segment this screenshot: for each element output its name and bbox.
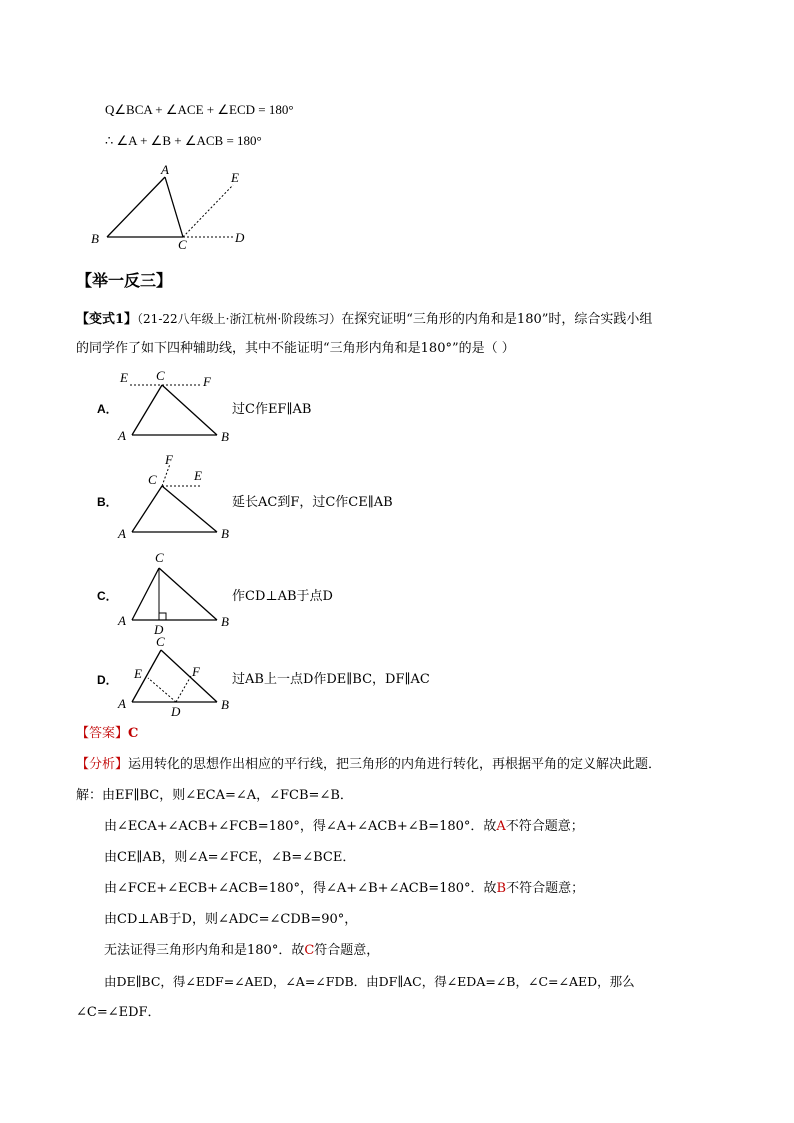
- opt-b-label-B: B: [221, 526, 229, 541]
- opt-d-label-F: F: [192, 664, 200, 679]
- solution-line-8: ∠C=∠EDF．: [76, 1005, 161, 1020]
- solution-line-7: 由DE∥BC，得∠EDF=∠AED，∠A=∠FDB．由DF∥AC，得∠EDA=∠B，∠C=∠AED，那么: [104, 974, 635, 989]
- opt-b-label-A: A: [118, 526, 126, 541]
- option-b-figure: [112, 452, 237, 544]
- problem-tag: 【变式1】: [76, 312, 138, 327]
- label-A: A: [161, 162, 169, 177]
- answer-line: [76, 724, 138, 744]
- analysis-line: [76, 755, 661, 775]
- option-a-letter: A．: [97, 402, 118, 416]
- label-D: D: [235, 230, 245, 245]
- solution-line-2-tail: 不符合题意；: [505, 819, 584, 834]
- option-b-letter: B．: [97, 495, 118, 509]
- answer-label: 【答案】: [76, 726, 129, 741]
- label-C: C: [178, 237, 187, 250]
- opt-b-label-F: F: [165, 452, 173, 467]
- solution-line-4-tail: 不符合题意；: [506, 881, 585, 896]
- label-B: B: [91, 231, 99, 246]
- opt-a-label-C: C: [156, 368, 165, 383]
- solution-line-4-text: 由∠FCE+∠ECB+∠ACB=180°，得∠A+∠B+∠ACB=180°．故: [104, 881, 497, 896]
- opt-c-label-A: A: [118, 613, 126, 628]
- problem-line-2: 的同学作了如下四种辅助线，其中不能证明“三角形内角和是180°”的是（ ）: [76, 341, 515, 356]
- solution-line-5: 由CD⊥AB于D，则∠ADC=∠CDB=90°，: [104, 912, 358, 927]
- opt-a-label-F: F: [203, 374, 211, 389]
- option-c-figure: [112, 548, 237, 638]
- option-d-desc: 过AB上一点D作DE∥BC，DF∥AC: [232, 672, 430, 687]
- opt-a-label-E: E: [120, 370, 128, 385]
- option-b-desc: 延长AC到F，过C作CE∥AB: [232, 495, 393, 510]
- section-title: 【举一反三】: [76, 271, 173, 290]
- option-d-letter: D．: [97, 673, 118, 687]
- solution-line-6: [104, 941, 379, 961]
- option-d-figure: [112, 632, 237, 722]
- solution-line-1: 解：由EF∥BC，则∠ECA=∠A，∠FCB=∠B．: [76, 788, 353, 803]
- problem-text-1: 在探究证明“三角形的内角和是180”时，综合实践小组: [341, 312, 653, 327]
- solution-line-4-option: B: [496, 881, 507, 896]
- problem-line-1: [76, 309, 652, 330]
- solution-line-4: [104, 879, 584, 899]
- solution-line-6-tail: 符合题意，: [314, 943, 380, 958]
- option-a-figure: [112, 365, 237, 445]
- opt-d-label-A: A: [118, 696, 126, 711]
- solution-line-2-option: A: [496, 819, 506, 834]
- answer-value: C: [128, 726, 139, 741]
- problem-source: （21-22八年级上·浙江杭州·阶段练习）: [137, 312, 342, 326]
- opt-a-label-A: A: [118, 428, 126, 443]
- solution-line-6-option: C: [304, 943, 315, 958]
- analysis-text: 运用转化的思想作出相应的平行线，把三角形的内角进行转化，再根据平角的定义解决此题．: [128, 757, 662, 772]
- proof-line-1: Q∠BCA + ∠ACE + ∠ECD = 180°: [105, 102, 294, 117]
- option-a-desc: 过C作EF∥AB: [232, 402, 312, 417]
- opt-c-label-B: B: [221, 614, 229, 629]
- option-c-letter: C．: [97, 589, 118, 603]
- opt-c-label-D: D: [154, 622, 164, 637]
- opt-b-label-E: E: [194, 468, 202, 483]
- triangle-figure-top: [85, 160, 260, 250]
- label-E: E: [231, 170, 239, 185]
- opt-d-label-D: D: [171, 704, 181, 719]
- opt-d-label-C: C: [156, 634, 165, 649]
- analysis-label: 【分析】: [76, 757, 129, 772]
- option-c-desc: 作CD⊥AB于点D: [232, 589, 333, 604]
- solution-line-3: 由CE∥AB，则∠A=∠FCE，∠B=∠BCE．: [104, 850, 356, 865]
- opt-d-label-E: E: [134, 666, 142, 681]
- solution-line-6-text: 无法证得三角形内角和是180°．故: [104, 943, 305, 958]
- proof-line-2: ∴ ∠A + ∠B + ∠ACB = 180°: [105, 133, 262, 148]
- opt-b-label-C: C: [148, 472, 157, 487]
- solution-line-2: [104, 817, 584, 837]
- opt-c-label-C: C: [155, 550, 164, 565]
- opt-d-label-B: B: [221, 697, 229, 712]
- opt-a-label-B: B: [221, 429, 229, 444]
- solution-line-2-text: 由∠ECA+∠ACB+∠FCB=180°，得∠A+∠ACB+∠B=180°．故: [104, 819, 497, 834]
